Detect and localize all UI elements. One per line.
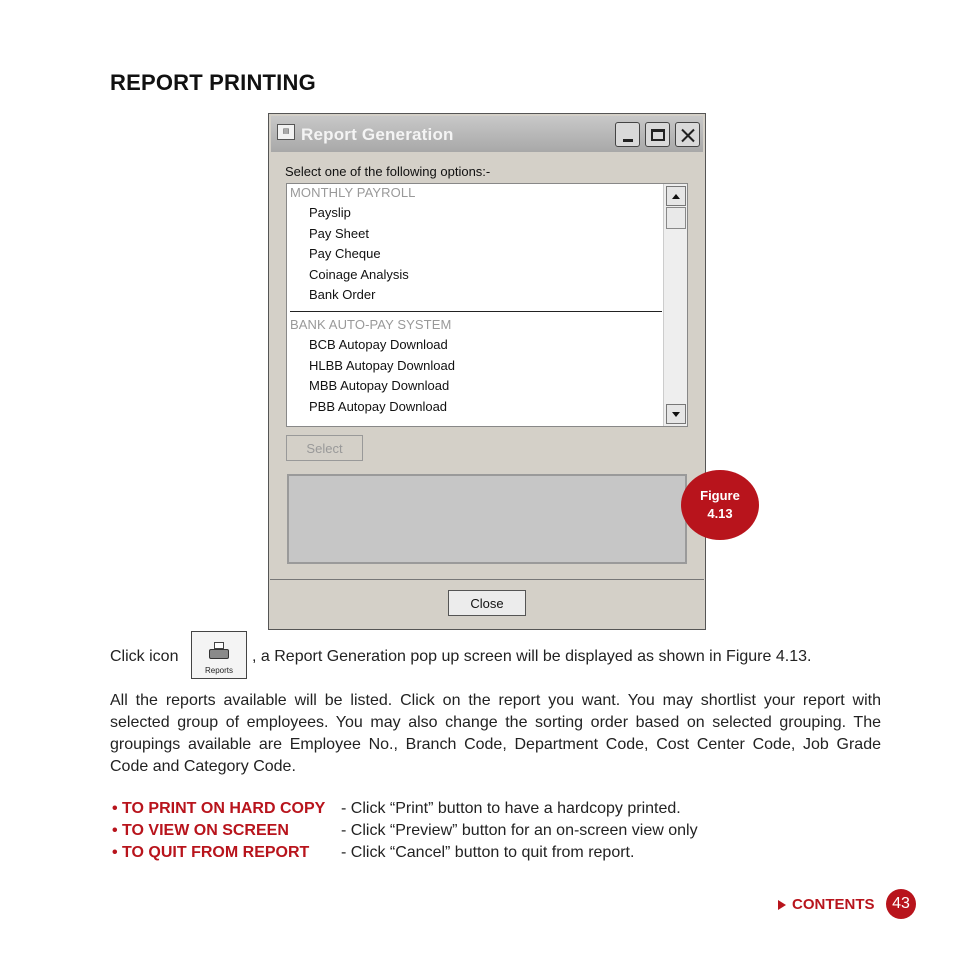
figure-badge <box>681 470 759 540</box>
figure-label: Figure <box>700 488 740 503</box>
minimize-button[interactable] <box>615 122 640 147</box>
bullet-key: • TO QUIT FROM REPORT <box>112 844 310 861</box>
arrow-up-icon <box>672 194 680 199</box>
page-number: 43 <box>886 889 916 919</box>
group-header-monthly-payroll: MONTHLY PAYROLL <box>290 185 416 200</box>
vertical-scrollbar[interactable] <box>663 184 687 426</box>
report-list <box>287 184 663 426</box>
scroll-thumb[interactable] <box>666 207 686 229</box>
scroll-down-button[interactable] <box>666 404 686 424</box>
scroll-up-button[interactable] <box>666 186 686 206</box>
dialog-titlebar[interactable] <box>271 116 703 152</box>
group-header-bank-autopay: BANK AUTO-PAY SYSTEM <box>290 317 452 332</box>
group-divider <box>290 311 662 312</box>
arrow-right-icon <box>778 900 786 910</box>
click-instruction-suffix: , a Report Generation pop up screen will be displayed as shown in Figure 4.13. <box>252 648 812 665</box>
list-item[interactable]: Payslip <box>309 205 351 220</box>
list-item[interactable]: HLBB Autopay Download <box>309 358 455 373</box>
bullet-key: • TO PRINT ON HARD COPY <box>112 800 326 817</box>
select-button[interactable]: Select <box>286 435 363 461</box>
printer-icon <box>209 647 229 661</box>
report-generation-dialog <box>268 113 706 630</box>
description-paragraph: All the reports available will be listed. Click on the report you want. You may shortlist your report with selected group of employees. You may also change the sorting order based on selected grouping. The groupings available are Employee No., Branch Code, Department Code, Cost Center Code, Job Grade Code and Category Code. <box>110 692 881 775</box>
list-item[interactable]: Pay Cheque <box>309 246 381 261</box>
click-instruction-prefix: Click icon <box>110 648 179 665</box>
reports-icon-label: Reports <box>204 666 233 675</box>
bullet-key: • TO VIEW ON SCREEN <box>112 822 289 839</box>
list-item[interactable]: MBB Autopay Download <box>309 378 450 393</box>
list-item[interactable]: Bank Order <box>309 287 376 302</box>
minimize-icon <box>623 139 633 142</box>
list-item[interactable]: PBB Autopay Download <box>309 399 448 414</box>
reports-toolbar-button[interactable] <box>191 631 247 679</box>
close-button[interactable]: Close <box>448 590 526 616</box>
list-item[interactable]: Pay Sheet <box>309 226 369 241</box>
app-icon: ▤ <box>277 124 295 140</box>
dialog-title: Report Generation <box>301 125 454 144</box>
bullet-desc: - Click “Preview” button for an on-screen view only <box>341 822 698 839</box>
footer-divider <box>270 579 704 580</box>
maximize-button[interactable] <box>645 122 670 147</box>
options-prompt: Select one of the following options:- <box>285 164 491 179</box>
report-listbox[interactable] <box>286 183 688 427</box>
bullet-desc: - Click “Cancel” button to quit from report. <box>341 844 635 861</box>
maximize-icon <box>651 129 665 141</box>
close-icon <box>681 128 695 142</box>
description-panel <box>287 474 687 564</box>
contents-link[interactable] <box>778 896 875 913</box>
figure-number: 4.13 <box>707 506 733 521</box>
arrow-down-icon <box>672 412 680 417</box>
list-item[interactable]: BCB Autopay Download <box>309 337 448 352</box>
list-item[interactable]: Coinage Analysis <box>309 267 409 282</box>
window-close-button[interactable] <box>675 122 700 147</box>
bullet-desc: - Click “Print” button to have a hardcopy printed. <box>341 800 681 817</box>
contents-label: CONTENTS <box>792 896 875 913</box>
page-title: REPORT PRINTING <box>110 70 316 95</box>
